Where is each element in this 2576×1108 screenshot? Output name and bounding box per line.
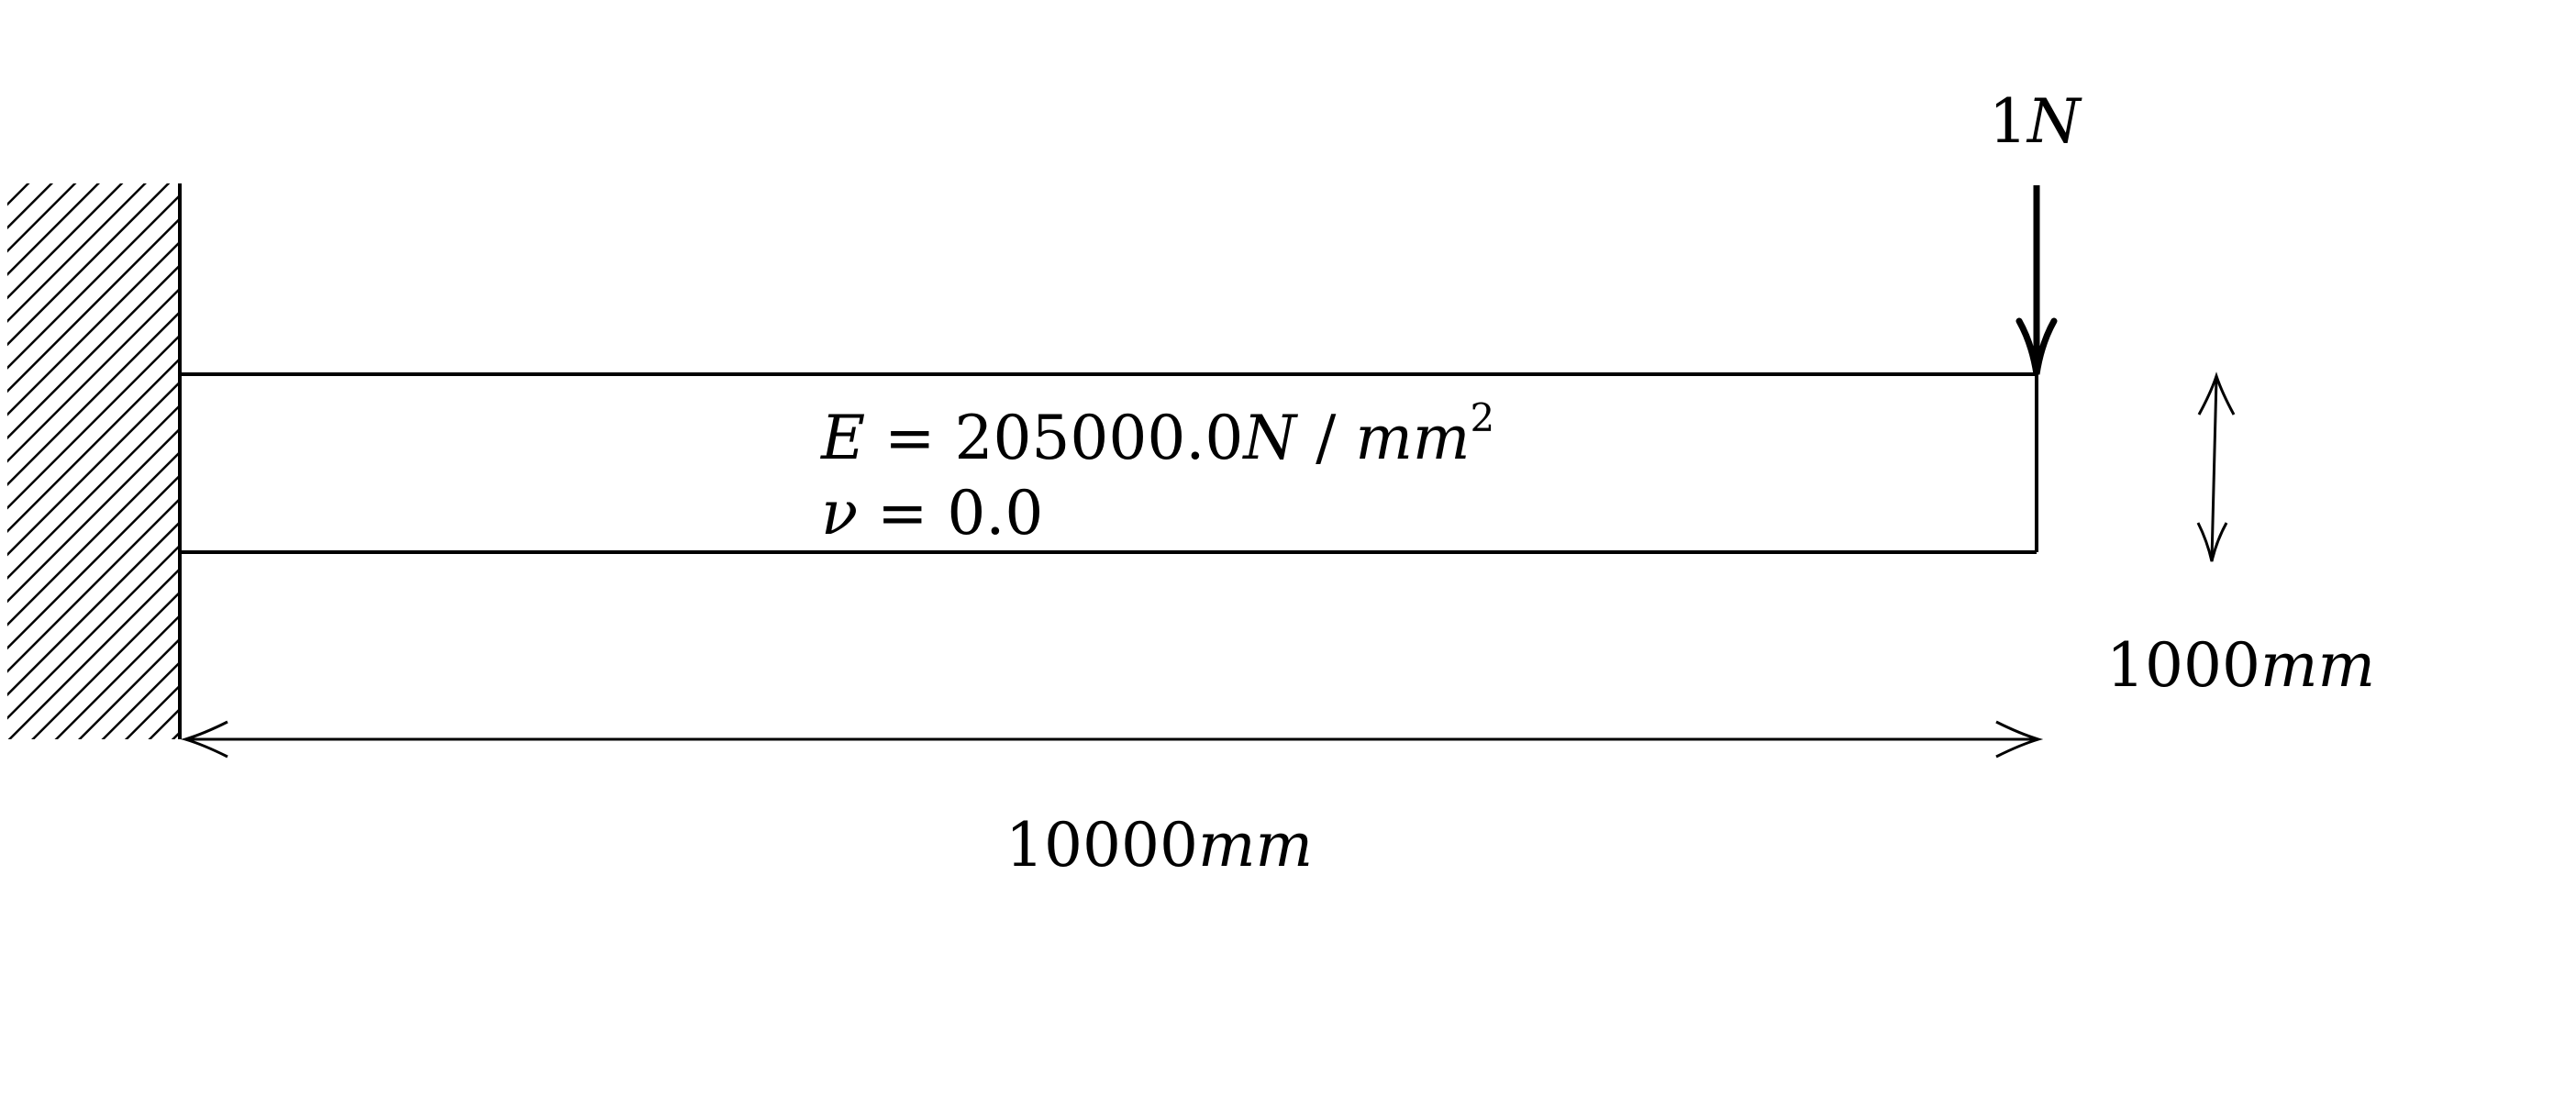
length-dimension <box>185 722 2038 881</box>
wall-hatching <box>7 183 180 739</box>
point-load <box>1989 86 2082 374</box>
poisson-value: 0.0 <box>947 478 1044 548</box>
modulus-value: 205000.0 <box>954 403 1244 473</box>
modulus-label <box>820 395 1494 473</box>
height-label <box>2106 630 2375 701</box>
length-label <box>1005 810 1313 881</box>
modulus-unit-exponent: 2 <box>1470 395 1495 440</box>
modulus-unit-force: N <box>1243 403 1297 473</box>
length-value: 10000 <box>1005 810 1198 881</box>
load-value: 1 <box>1989 86 2027 157</box>
material-properties <box>820 395 1494 548</box>
poisson-label <box>821 478 1043 548</box>
load-unit: N <box>2027 86 2081 157</box>
modulus-equals: = <box>865 403 955 473</box>
height-unit: mm <box>2260 630 2376 701</box>
modulus-symbol: E <box>821 403 866 473</box>
modulus-unit-length: mm <box>1355 403 1471 473</box>
poisson-equals: = <box>858 478 948 548</box>
poisson-symbol: ν <box>821 478 859 548</box>
height-dimension-line <box>2212 378 2216 560</box>
fixed-support <box>7 183 180 739</box>
height-value: 1000 <box>2106 630 2260 701</box>
load-label <box>1989 86 2082 157</box>
length-unit: mm <box>1197 810 1314 881</box>
modulus-unit-separator: / <box>1296 403 1356 473</box>
height-dimension <box>2106 376 2375 701</box>
